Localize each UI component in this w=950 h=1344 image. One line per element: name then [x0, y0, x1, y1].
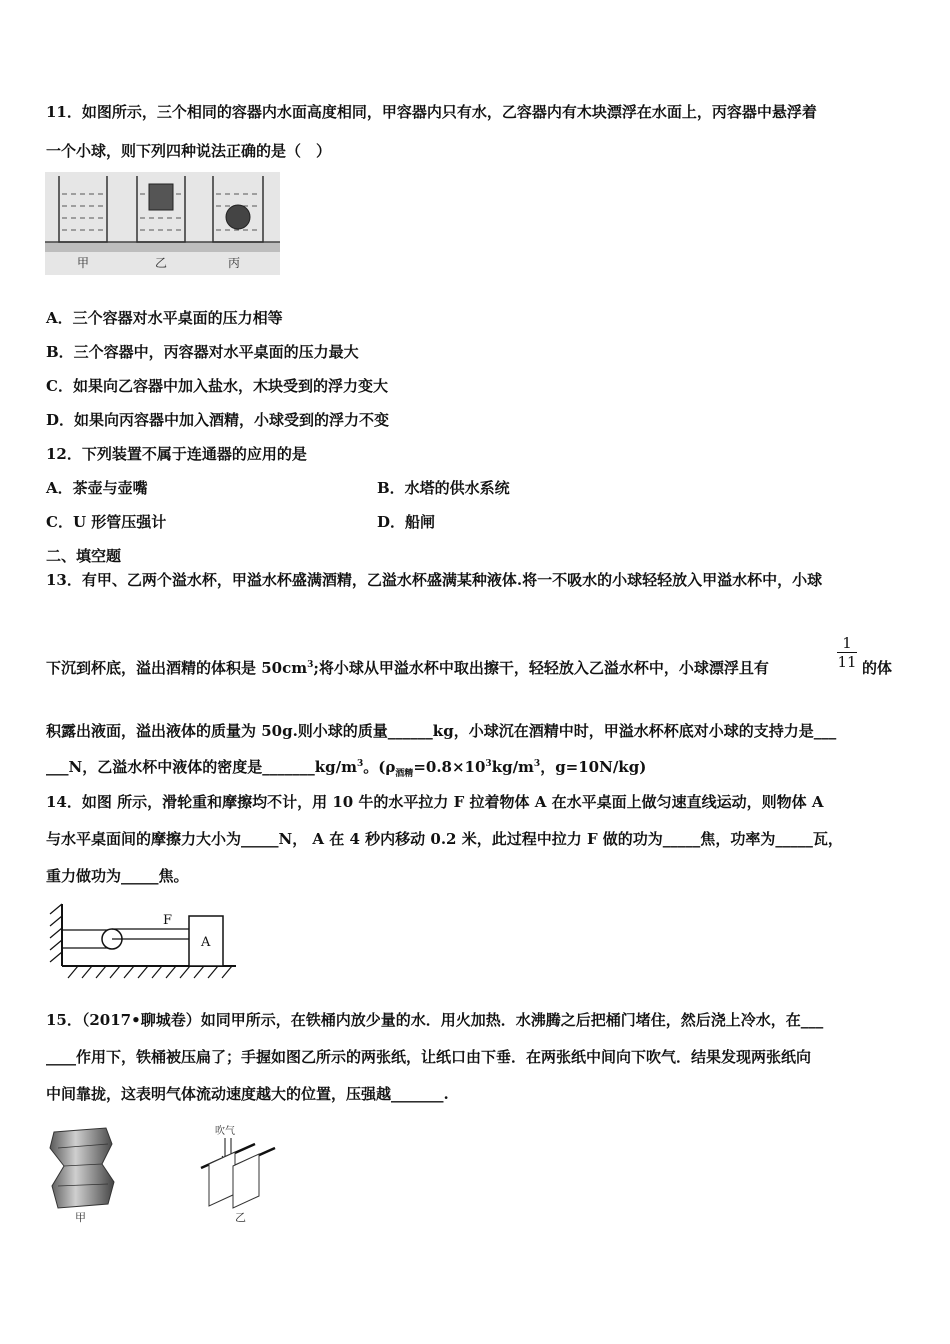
q12-stem: 12．下列装置不属于连通器的应用的是	[46, 445, 307, 463]
fig-label-jia-q15: 甲	[75, 1211, 86, 1224]
q15-line2: ____作用下，铁桶被压扁了；手握如图乙所示的两张纸，让纸口由下垂．在两张纸中间向下吹气．结果发现两张纸向	[46, 1048, 812, 1066]
wood-block	[149, 184, 173, 210]
q11-option-c: C．如果向乙容器中加入盐水，木块受到的浮力变大	[46, 377, 388, 395]
q13-line2-end: 的体	[862, 659, 893, 677]
q14-line2: 与水平桌面间的摩擦力大小为_____N， A 在 4 秒内移动 0.2 米，此过程中拉力 F 做的功为_____焦，功率为_____瓦，	[46, 830, 843, 848]
q15-two-papers-figure	[193, 1120, 283, 1225]
q15-line3: 中间靠拢，这表明气体流动速度越大的位置，压强越_______.	[46, 1085, 449, 1103]
suspended-ball	[226, 205, 250, 229]
q13-line3: 积露出液面，溢出液体的质量为 50g.则小球的质量______kg，小球沉在酒精中时，甲溢水杯杯底对小球的支持力是___	[46, 722, 837, 740]
q13-line2: 下沉到杯底，溢出酒精的体积是 $50cm^3$;将小球从甲溢水杯中取出擦干，轻轻放入乙溢水杯中，小球漂浮且有	[46, 659, 769, 677]
q14-pulley-figure	[46, 902, 238, 982]
section-heading: 二、填空题	[46, 547, 122, 565]
q13-line4: ___N，乙溢水杯中液体的密度是$\_\_\_\_\_\_\_kg/m^3$。($\rho_{酒精}=0.8\times 10^3kg/m^3$，g=10N/kg)	[46, 758, 647, 779]
q11-option-a: A．三个容器对水平桌面的压力相等	[46, 309, 283, 327]
q11-containers-figure	[45, 172, 280, 275]
q15-crushed-barrel-figure	[48, 1124, 118, 1224]
force-label-f: F	[163, 913, 173, 928]
q14-line1: 14．如图 所示，滑轮重和摩擦均不计，用 10 牛的水平拉力 F 拉着物体 A 在水平桌面上做匀速直线运动，则物体 A	[46, 793, 824, 811]
q12-option-b: B．水塔的供水系统	[377, 479, 510, 497]
q14-line3: 重力做功为_____焦。	[46, 867, 189, 885]
fraction-denominator: 11	[837, 653, 857, 671]
q12-option-d: D．船闸	[377, 513, 436, 531]
q13-line1: 13．有甲、乙两个溢水杯，甲溢水杯盛满酒精，乙溢水杯盛满某种液体.将一不吸水的小球轻轻放入甲溢水杯中，小球	[46, 571, 823, 589]
fig-label-yi: 乙	[155, 256, 168, 270]
fig-label-jia: 甲	[77, 256, 90, 270]
block-label-a: A	[201, 935, 211, 950]
fig-label-yi-q15: 乙	[235, 1211, 246, 1224]
q11-line2: 一个小球，则下列四种说法正确的是（ ）	[46, 142, 332, 160]
blow-label: 吹气	[215, 1126, 235, 1137]
q11-option-b: B．三个容器中，丙容器对水平桌面的压力最大	[46, 343, 359, 361]
q15-line1: 15．（2017•聊城卷）如同甲所示，在铁桶内放少量的水．用火加热．水沸腾之后把桶门堵住，然后浇上冷水，在___	[46, 1011, 824, 1029]
q12-option-c: C．U 形管压强计	[46, 513, 167, 531]
q11-option-d: D．如果向丙容器中加入酒精，小球受到的浮力不变	[46, 411, 390, 429]
fraction-1-11	[834, 634, 860, 671]
q11-line1: 11．如图所示，三个相同的容器内水面高度相同，甲容器内只有水，乙容器内有木块漂浮在水面上，丙容器中悬浮着	[46, 103, 817, 121]
q12-option-a: A．茶壶与壶嘴	[46, 479, 148, 497]
fig-label-bing: 丙	[228, 256, 241, 270]
fraction-numerator: 1	[842, 634, 852, 652]
